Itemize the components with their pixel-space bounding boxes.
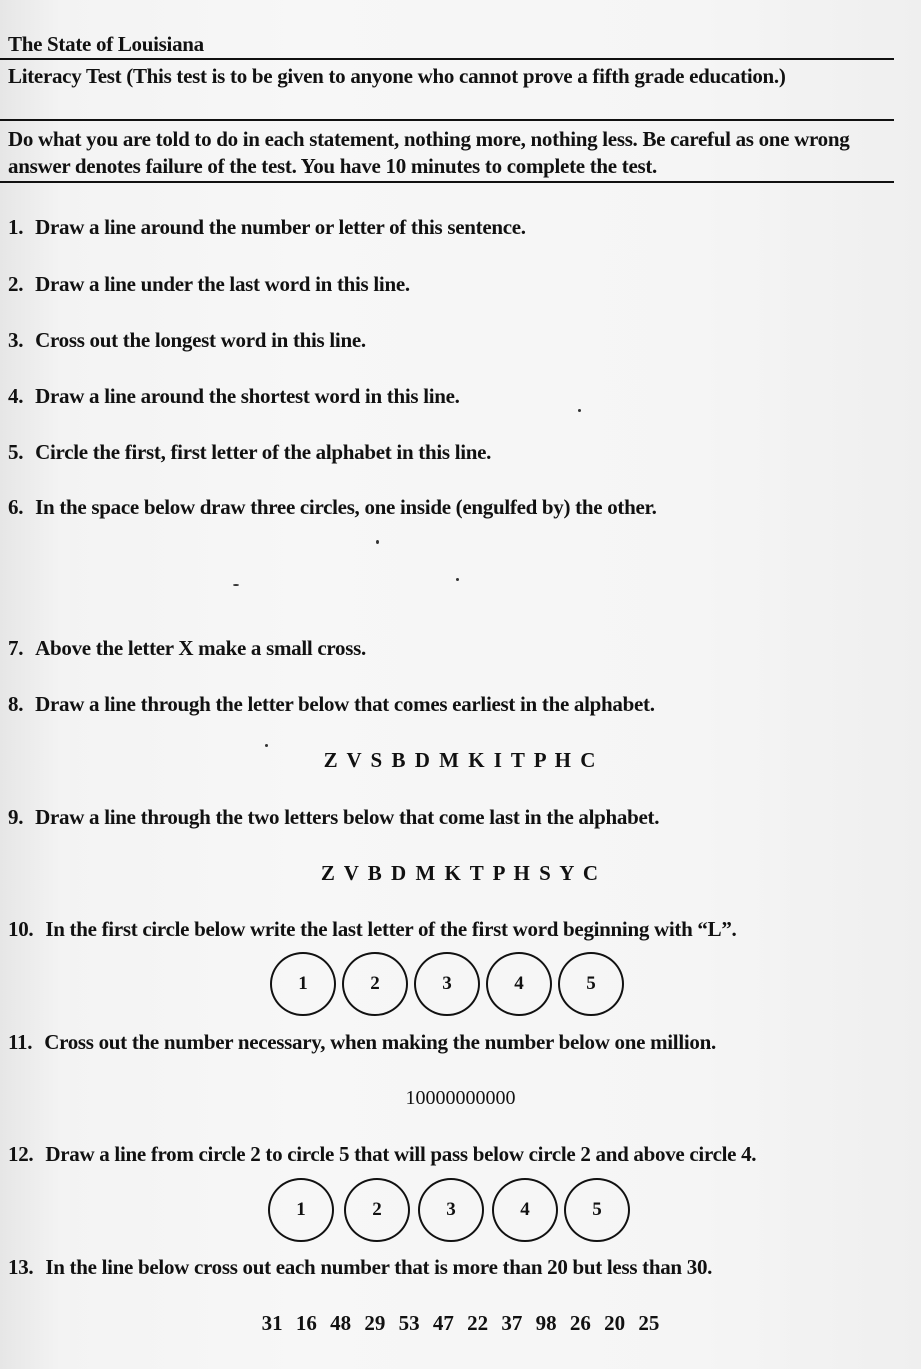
question-number: 12. xyxy=(8,1142,34,1166)
paper-speck xyxy=(578,409,581,412)
paper-speck xyxy=(233,584,239,586)
test-instructions: Do what you are told to do in each statement, nothing more, nothing less. Be careful as one wrong answer denotes failure of the test. You have 10 minutes to complete the test. xyxy=(8,127,850,178)
question-number: 2. xyxy=(8,272,24,296)
circle-5: 5 xyxy=(564,1178,630,1242)
number-sequence-q13: 31 16 48 29 53 47 22 37 98 26 20 25 xyxy=(261,1311,660,1335)
question-number: 1. xyxy=(8,215,24,239)
header-rule-2 xyxy=(0,119,894,121)
question-number: 6. xyxy=(8,495,24,519)
circle-2: 2 xyxy=(342,952,408,1016)
question-number: 8. xyxy=(8,692,24,716)
question-text: Cross out the number necessary, when making the number below one million. xyxy=(44,1030,716,1054)
question-13 xyxy=(8,1254,908,1280)
question-5 xyxy=(8,439,908,465)
circle-3: 3 xyxy=(418,1178,484,1242)
question-number: 10. xyxy=(8,917,34,941)
question-2 xyxy=(8,271,908,297)
question-text: Draw a line through the letter below that comes earliest in the alphabet. xyxy=(35,692,655,716)
header-rule-1 xyxy=(0,58,894,60)
circle-row-q10 xyxy=(268,952,648,1022)
question-number: 11. xyxy=(8,1030,33,1054)
question-text: Draw a line around the shortest word in this line. xyxy=(35,384,460,408)
question-number: 9. xyxy=(8,805,24,829)
question-text: In the first circle below write the last letter of the first word beginning with “L”. xyxy=(45,917,737,941)
paper-speck xyxy=(456,578,459,581)
circle-4: 4 xyxy=(486,952,552,1016)
circle-4: 4 xyxy=(492,1178,558,1242)
question-text: Above the letter X make a small cross. xyxy=(35,636,366,660)
circle-row-q12 xyxy=(268,1178,648,1248)
question-text: In the space below draw three circles, one inside (engulfed by) the other. xyxy=(35,495,657,519)
question-8 xyxy=(8,691,908,717)
paper-speck xyxy=(376,540,379,544)
question-number: 7. xyxy=(8,636,24,660)
question-text: Draw a line under the last word in this line. xyxy=(35,272,410,296)
letter-sequence-q8: Z V S B D M K I T P H C xyxy=(323,748,598,772)
question-10 xyxy=(8,916,908,942)
circle-5: 5 xyxy=(558,952,624,1016)
header-rule-3 xyxy=(0,181,894,183)
question-6 xyxy=(8,494,908,520)
circle-1: 1 xyxy=(270,952,336,1016)
question-number: 5. xyxy=(8,440,24,464)
test-title: Literacy Test (This test is to be given to anyone who cannot prove a fifth grade education.) xyxy=(8,64,786,88)
question-1 xyxy=(8,214,908,240)
question-text: In the line below cross out each number that is more than 20 but less than 30. xyxy=(45,1255,713,1279)
number-q11: 10000000000 xyxy=(405,1087,516,1109)
question-7 xyxy=(8,635,908,661)
circle-3: 3 xyxy=(414,952,480,1016)
circle-1: 1 xyxy=(268,1178,334,1242)
state-title: The State of Louisiana xyxy=(8,32,204,56)
letter-sequence-q9: Z V B D M K T P H S Y C xyxy=(320,861,601,885)
question-number: 4. xyxy=(8,384,24,408)
question-12 xyxy=(8,1141,908,1167)
question-text: Draw a line through the two letters below that come last in the alphabet. xyxy=(35,805,660,829)
question-text: Cross out the longest word in this line. xyxy=(35,328,366,352)
question-number: 3. xyxy=(8,328,24,352)
question-9 xyxy=(8,804,908,830)
question-11 xyxy=(8,1029,908,1055)
circle-2: 2 xyxy=(344,1178,410,1242)
question-text: Draw a line around the number or letter of this sentence. xyxy=(35,215,526,239)
question-text: Circle the first, first letter of the alphabet in this line. xyxy=(35,440,492,464)
question-4 xyxy=(8,383,908,409)
question-text: Draw a line from circle 2 to circle 5 that will pass below circle 2 and above circle 4. xyxy=(45,1142,757,1166)
question-number: 13. xyxy=(8,1255,34,1279)
question-3 xyxy=(8,327,908,353)
